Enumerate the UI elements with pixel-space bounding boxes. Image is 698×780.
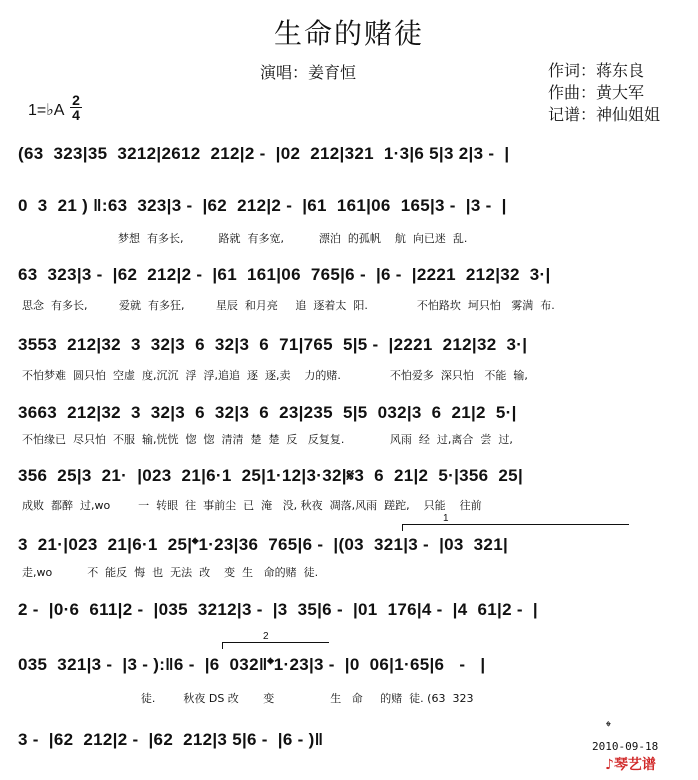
score-line-2: 0 3 21 ) ‖:63 323|3 - |62 212|2 - |61 161|06 165|3 - |3 - | — [18, 196, 507, 215]
score-line-10: 3 - |62 212|2 - |62 212|3 5|6 - |6 - )‖ — [18, 730, 324, 749]
time-signature — [70, 93, 82, 122]
score-line-7: 3 21·|023 21|6·1 25|𝄌1·23|36 765|6 - |(03 321|3 - |03 321| — [18, 535, 509, 554]
lyrics-line-2: 梦想 有多长, 路就 有多宽, 漂泊 的孤帆 航 向已迷 乱. — [118, 232, 468, 245]
volta-bracket-2 — [222, 631, 329, 649]
singer-credit: 演唱：姜育恒 — [260, 63, 357, 82]
key-signature: 1=♭A — [28, 102, 65, 119]
volta-number-2: 2 — [263, 631, 269, 642]
score-line-6: 356 25|3 21· |023 21|6·1 25|1·12|3·32|𝄋3 6 21|2 5·|356 25| — [18, 466, 523, 485]
lyrics-line-5: 不怕缘已 尽只怕 不服 输,恍恍 惚 惚 清清 楚 楚 反 反复复. 风雨 经 过,离合 尝 过, — [22, 433, 513, 446]
score-line-9: 035 321|3 - |3 - ):‖6 - |6 032‖𝄌1·23|3 - |0 06|1·65|6 - | — [18, 655, 486, 674]
lyrics-line-9: 徒. 秋夜 DS 改 变 生 命 的赌 徒. (63 323 — [22, 692, 474, 705]
composer-credit: 作曲：黄大军 — [548, 83, 645, 102]
time-signature-top: 2 — [72, 92, 80, 108]
transcriber-credit: 记谱：神仙姐姐 — [548, 105, 661, 124]
watermark-logo — [605, 754, 656, 774]
watermark-icon: ♪ — [605, 757, 614, 773]
score-line-4: 3553 212|32 3 32|3 6 32|3 6 71|765 5|5 - |2221 212|32 3·| — [18, 335, 528, 354]
score-line-1: (63 323|35 3212|2612 212|2 - |02 212|321 1·3|6 5|3 2|3 - | — [18, 144, 510, 163]
score-line-5: 3663 212|32 3 32|3 6 32|3 6 23|235 5|5 032|3 6 21|2 5·| — [18, 403, 517, 422]
score-line-3: 63 323|3 - |62 212|2 - |61 161|06 765|6 - |6 - |2221 212|32 3·| — [18, 265, 551, 284]
score-line-8: 2 - |0·6 611|2 - |035 3212|3 - |3 35|6 - |01 176|4 - |4 61|2 - | — [18, 600, 538, 619]
lyrics-line-7: 走,wo 不 能反 悔 也 无法 改 变 生 命的赌 徒. — [22, 566, 319, 579]
volta-number-1: 1 — [443, 513, 449, 524]
time-signature-bottom: 4 — [72, 107, 80, 123]
watermark-text: 琴艺谱 — [613, 757, 656, 773]
lyrics-line-3: 思念 有多长, 爱就 有多狂, 星辰 和月亮 追 逐着太 阳. 不怕路坎 坷只怕 雾满 布. — [22, 299, 555, 312]
lyricist-credit: 作词：蒋东良 — [548, 61, 645, 80]
coda-icon: 𝄌 — [606, 718, 611, 734]
volta-bracket-1 — [402, 513, 629, 531]
transcription-date: 2010-09-18 — [592, 740, 659, 753]
lyrics-line-4: 不怕梦难 圆只怕 空虚 度,沉沉 浮 浮,追追 逐 逐,卖 力的赌. 不怕爱多 深只怕 不能 输, — [22, 369, 528, 382]
lyrics-line-6: 成败 都醉 过,wo 一 转眼 往 事前尘 已 淹 没, 秋夜 凋落,风雨 蹉跎, 只能 往前 — [22, 499, 482, 512]
song-title: 生命的赌徒 — [273, 17, 424, 50]
